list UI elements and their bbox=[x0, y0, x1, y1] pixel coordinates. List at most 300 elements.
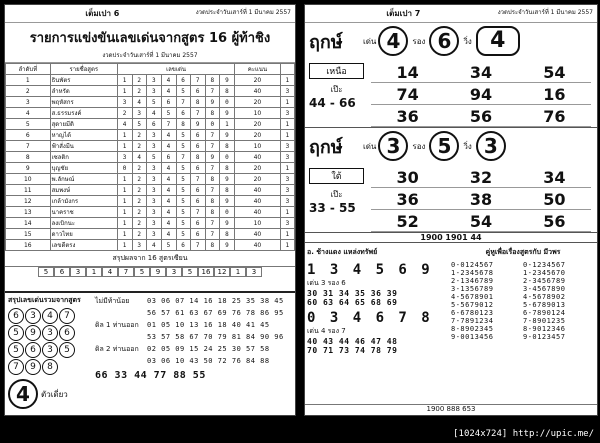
table-row bbox=[6, 218, 295, 229]
south-den: 3 bbox=[378, 131, 408, 161]
pair-line: 2-1346789 bbox=[451, 277, 494, 285]
digit-cell: 4 bbox=[161, 130, 176, 141]
single-label: ตัวเดี่ยว bbox=[41, 389, 68, 399]
result-line-numbers: 53 57 58 67 70 79 81 84 90 96 bbox=[147, 333, 284, 341]
pair-line: 5-5679012 bbox=[451, 301, 494, 309]
digit-cell: 2 bbox=[132, 86, 147, 97]
digit-cell: 5 bbox=[176, 196, 191, 207]
score-cell: 40 bbox=[235, 229, 281, 240]
digit-cell: 3 bbox=[147, 185, 162, 196]
south-grid-cell: 52 bbox=[371, 212, 444, 232]
pair-line: 1-2345670 bbox=[523, 269, 566, 277]
number-line: 60 63 64 65 68 69 bbox=[307, 298, 398, 307]
digit-cell: 8 bbox=[205, 240, 220, 251]
south-sub: ใต้ bbox=[309, 168, 364, 184]
hit-cell: 1 bbox=[280, 229, 294, 240]
digit-circle: 9 bbox=[25, 359, 41, 375]
score-cell: 40 bbox=[235, 152, 281, 163]
box-left bbox=[307, 247, 447, 355]
result-line-numbers: 02 05 09 15 24 25 30 57 58 bbox=[147, 345, 270, 353]
left-bottom-band bbox=[5, 291, 295, 415]
result-line-numbers: 03 06 10 43 50 72 76 84 88 bbox=[147, 357, 270, 365]
digit-cell: 5 bbox=[176, 86, 191, 97]
result-line-label bbox=[95, 355, 147, 367]
north-den: 4 bbox=[378, 26, 408, 56]
rank-cell: 9 bbox=[6, 163, 51, 174]
hit-cell: 3 bbox=[280, 108, 294, 119]
south-rong-label: รอง bbox=[412, 141, 426, 151]
digit-cell: 2 bbox=[132, 185, 147, 196]
score-cell: 10 bbox=[235, 218, 281, 229]
box-left-title: อ. ช้างแดง แหล่งทรัพย์ bbox=[307, 248, 378, 256]
digit-cell: 3 bbox=[147, 75, 162, 86]
digit-cell: 5 bbox=[176, 163, 191, 174]
north-grid-cell: 76 bbox=[518, 107, 591, 127]
header-cell: เลขเด่น bbox=[118, 64, 235, 75]
table-row bbox=[6, 196, 295, 207]
ranking-table-body bbox=[6, 75, 295, 251]
ranking-table bbox=[5, 63, 295, 251]
formula-name-cell: ธินพัตร bbox=[50, 75, 117, 86]
digit-cell: 7 bbox=[161, 119, 176, 130]
digit-cell: 8 bbox=[205, 196, 220, 207]
digit-cell: 4 bbox=[161, 141, 176, 152]
formula-name-cell: พ.ลักษณ์ bbox=[50, 174, 117, 185]
pair-line: 0-1234567 bbox=[523, 261, 566, 269]
north-rong-label: รอง bbox=[412, 36, 426, 46]
table-row bbox=[6, 207, 295, 218]
result-line bbox=[95, 307, 291, 319]
north-grid-cell: 94 bbox=[444, 85, 517, 105]
digit-cell: 6 bbox=[161, 97, 176, 108]
digit-cell: 2 bbox=[132, 163, 147, 174]
digit-cell: 6 bbox=[191, 218, 206, 229]
hit-cell: 1 bbox=[280, 75, 294, 86]
digit-cell: 7 bbox=[205, 229, 220, 240]
digit-cell: 4 bbox=[147, 108, 162, 119]
score-cell: 20 bbox=[235, 119, 281, 130]
rank-cell: 11 bbox=[6, 185, 51, 196]
north-pet: เป๊ะ bbox=[330, 85, 343, 94]
digit-circle: 5 bbox=[8, 342, 24, 358]
digit-cell: 3 bbox=[147, 174, 162, 185]
score-cell: 40 bbox=[235, 185, 281, 196]
digit-cell: 8 bbox=[220, 141, 235, 152]
summary-cell: 9 bbox=[150, 267, 166, 277]
pair-line: 6-7890124 bbox=[523, 309, 566, 317]
digit-cell: 5 bbox=[176, 174, 191, 185]
digit-cell: 1 bbox=[118, 75, 133, 86]
score-cell: 40 bbox=[235, 240, 281, 251]
digit-cell: 8 bbox=[205, 174, 220, 185]
summary-cell: 5 bbox=[38, 267, 54, 277]
header-cell: คะแนน bbox=[235, 64, 281, 75]
result-line bbox=[95, 355, 291, 367]
result-line bbox=[95, 319, 291, 331]
single-row bbox=[8, 379, 90, 409]
digit-cell: 6 bbox=[147, 119, 162, 130]
hit-cell: 3 bbox=[280, 185, 294, 196]
score-cell: 20 bbox=[235, 174, 281, 185]
digit-cell: 5 bbox=[132, 119, 147, 130]
header-cell: รายชื่อสูตร bbox=[50, 64, 117, 75]
south-range: 33 - 55 bbox=[309, 201, 356, 215]
digit-cell: 7 bbox=[205, 86, 220, 97]
digit-cell: 0 bbox=[220, 97, 235, 108]
north-grid-cell: 36 bbox=[371, 107, 444, 127]
left-page bbox=[4, 4, 296, 416]
summary-cell: 1 bbox=[86, 267, 102, 277]
pair-line: 8-8902345 bbox=[451, 325, 494, 333]
rank-cell: 4 bbox=[6, 108, 51, 119]
lines-1 bbox=[307, 289, 447, 307]
digit-circle: 3 bbox=[42, 342, 58, 358]
digit-circle: 7 bbox=[59, 308, 75, 324]
table-row bbox=[6, 229, 295, 240]
digit-cell: 3 bbox=[132, 240, 147, 251]
table-row bbox=[6, 163, 295, 174]
header-cell bbox=[280, 64, 294, 75]
digit-circle: 9 bbox=[25, 325, 41, 341]
digit-cell: 4 bbox=[161, 229, 176, 240]
summary-cell: 3 bbox=[166, 267, 182, 277]
result-line-label: ดิล 1 ท่านออก bbox=[95, 321, 139, 329]
digit-cell: 4 bbox=[161, 163, 176, 174]
table-row bbox=[6, 108, 295, 119]
digit-cell: 1 bbox=[220, 119, 235, 130]
digit-circle: 6 bbox=[25, 342, 41, 358]
left-title: รายการแข่งขันเลขเด่นจากสูตร 16 ผู้ท้าชิง bbox=[29, 31, 271, 46]
digit-cell: 9 bbox=[205, 152, 220, 163]
south-grid bbox=[371, 168, 591, 232]
digit-cell: 7 bbox=[191, 207, 206, 218]
digit-cell: 3 bbox=[147, 130, 162, 141]
rank-cell: 13 bbox=[6, 207, 51, 218]
score-cell: 10 bbox=[235, 141, 281, 152]
digit-cell: 2 bbox=[132, 130, 147, 141]
digit-cell: 2 bbox=[132, 229, 147, 240]
digit-cell: 6 bbox=[191, 141, 206, 152]
pair-line: 9-0123457 bbox=[523, 333, 566, 341]
digit-cell: 2 bbox=[132, 75, 147, 86]
digit-cell: 3 bbox=[147, 196, 162, 207]
north-grid-cell: 74 bbox=[371, 85, 444, 105]
summary-cell: 7 bbox=[118, 267, 134, 277]
digit-cell: 8 bbox=[191, 152, 206, 163]
digit-cell: 5 bbox=[147, 97, 162, 108]
digit-cell: 9 bbox=[220, 174, 235, 185]
digit-cell: 0 bbox=[220, 207, 235, 218]
right-page bbox=[304, 4, 598, 416]
digit-cell: 4 bbox=[161, 207, 176, 218]
rank-cell: 1 bbox=[6, 75, 51, 86]
table-row bbox=[6, 152, 295, 163]
bottom-title: สรุปเลขเด่นรวมจากสูตร bbox=[8, 296, 81, 304]
digit-cell: 8 bbox=[205, 207, 220, 218]
digit-cell: 1 bbox=[118, 207, 133, 218]
summary-cell: 3 bbox=[70, 267, 86, 277]
table-row bbox=[6, 130, 295, 141]
big-numbers-1: 1 3 4 5 6 9 bbox=[307, 262, 433, 278]
circle-group bbox=[8, 308, 90, 375]
digit-cell: 6 bbox=[191, 229, 206, 240]
result-line-numbers: 01 05 10 13 16 18 40 41 45 bbox=[147, 321, 270, 329]
pair-line: 4-5678902 bbox=[523, 293, 566, 301]
score-cell: 40 bbox=[235, 196, 281, 207]
score-cell: 20 bbox=[235, 130, 281, 141]
formula-name-cell: เซลติก bbox=[50, 152, 117, 163]
digit-cell: 6 bbox=[191, 163, 206, 174]
rank-cell: 7 bbox=[6, 141, 51, 152]
rank-cell: 14 bbox=[6, 218, 51, 229]
digit-cell: 4 bbox=[161, 218, 176, 229]
summary-cell: 6 bbox=[54, 267, 70, 277]
rank-cell: 12 bbox=[6, 196, 51, 207]
table-row bbox=[6, 185, 295, 196]
digit-cell: 5 bbox=[176, 229, 191, 240]
formula-name-cell: ลำหรัด bbox=[50, 86, 117, 97]
south-rong: 5 bbox=[429, 131, 459, 161]
north-grid-cell: 34 bbox=[444, 63, 517, 83]
digit-cell: 2 bbox=[132, 207, 147, 218]
south-wing: 3 bbox=[476, 131, 506, 161]
formula-name-cell: พฤหัสกร bbox=[50, 97, 117, 108]
table-row bbox=[6, 141, 295, 152]
digit-cell: 3 bbox=[147, 229, 162, 240]
digit-cell: 8 bbox=[191, 97, 206, 108]
digit-cell: 7 bbox=[176, 152, 191, 163]
right-col-1 bbox=[451, 261, 523, 341]
digit-circle: 8 bbox=[42, 359, 58, 375]
digit-circle: 3 bbox=[42, 325, 58, 341]
digit-cell: 3 bbox=[147, 141, 162, 152]
lines-2 bbox=[307, 337, 447, 355]
final-line: 66 33 44 77 88 55 bbox=[95, 370, 206, 381]
south-grid-cell: 54 bbox=[444, 212, 517, 232]
digit-cell: 7 bbox=[191, 174, 206, 185]
south-grid-cell: 30 bbox=[371, 168, 444, 188]
digit-cell: 4 bbox=[118, 119, 133, 130]
digit-cell: 3 bbox=[132, 108, 147, 119]
table-header-row bbox=[6, 64, 295, 75]
south-grid-cell: 36 bbox=[371, 190, 444, 210]
formula-name-cell: นาคราช bbox=[50, 207, 117, 218]
north-range: 44 - 66 bbox=[309, 96, 356, 110]
south-block bbox=[305, 128, 597, 233]
formula-name-cell: สมพงษ์ bbox=[50, 185, 117, 196]
digit-cell: 8 bbox=[220, 86, 235, 97]
pair-line: 6-6780123 bbox=[451, 309, 494, 317]
digit-cell: 7 bbox=[176, 97, 191, 108]
summary-cell: 4 bbox=[102, 267, 118, 277]
digit-cell: 9 bbox=[220, 196, 235, 207]
digit-cell: 8 bbox=[220, 185, 235, 196]
score-cell: 20 bbox=[235, 97, 281, 108]
digit-cell: 6 bbox=[176, 75, 191, 86]
digit-cell: 7 bbox=[205, 218, 220, 229]
score-cell: 40 bbox=[235, 86, 281, 97]
left-header-right: งวดประจำวันเสาร์ที่ 1 มีนาคม 2557 bbox=[195, 9, 291, 16]
result-line bbox=[95, 343, 291, 355]
hit-cell: 1 bbox=[280, 97, 294, 108]
left-subtitle: งวดประจำวันเสาร์ที่ 1 มีนาคม 2557 bbox=[5, 50, 295, 63]
south-pet: เป๊ะ bbox=[330, 190, 343, 199]
digit-circle: 5 bbox=[8, 325, 24, 341]
digit-cell: 1 bbox=[118, 86, 133, 97]
result-line-label: ดิล 2 ท่านออก bbox=[95, 345, 139, 353]
right-col-2 bbox=[523, 261, 595, 341]
digit-cell: 6 bbox=[161, 152, 176, 163]
digit-cell: 7 bbox=[205, 130, 220, 141]
digit-cell: 2 bbox=[118, 108, 133, 119]
digit-cell: 1 bbox=[118, 196, 133, 207]
footer-phone: 1900 888 653 bbox=[426, 405, 476, 413]
north-grid-cell: 14 bbox=[371, 63, 444, 83]
digit-cell: 0 bbox=[205, 119, 220, 130]
summary-cell: 1 bbox=[230, 267, 246, 277]
digit-cell: 0 bbox=[118, 163, 133, 174]
right-header-right: งวดประจำวันเสาร์ที่ 1 มีนาคม 2557 bbox=[497, 9, 593, 16]
north-grid bbox=[371, 63, 591, 127]
digit-cell: 5 bbox=[176, 207, 191, 218]
result-lines bbox=[95, 295, 291, 367]
pair-line: 5-6789013 bbox=[523, 301, 566, 309]
digit-cell: 8 bbox=[176, 119, 191, 130]
digit-cell: 2 bbox=[132, 196, 147, 207]
digit-cell: 3 bbox=[147, 163, 162, 174]
digit-cell: 7 bbox=[205, 141, 220, 152]
north-label: ฤกษ์ bbox=[309, 31, 343, 53]
right-header bbox=[305, 5, 597, 23]
south-grid-cell: 32 bbox=[444, 168, 517, 188]
rank-cell: 5 bbox=[6, 119, 51, 130]
south-grid-cell: 50 bbox=[518, 190, 591, 210]
score-cell: 20 bbox=[235, 75, 281, 86]
right-footer bbox=[305, 404, 597, 416]
north-side bbox=[309, 63, 364, 110]
pair-line: 0-0124567 bbox=[451, 261, 494, 269]
header-cell: ลำดับที่ bbox=[6, 64, 51, 75]
north-grid-cell: 54 bbox=[518, 63, 591, 83]
pair-line: 3-4567890 bbox=[523, 285, 566, 293]
rank-cell: 6 bbox=[6, 130, 51, 141]
digit-cell: 9 bbox=[220, 240, 235, 251]
digit-cell: 9 bbox=[205, 97, 220, 108]
digit-cell: 9 bbox=[220, 75, 235, 86]
digit-cell: 4 bbox=[161, 75, 176, 86]
digit-cell: 7 bbox=[191, 75, 206, 86]
big-numbers-2: 0 3 4 6 7 8 bbox=[307, 310, 433, 326]
digit-cell: 0 bbox=[220, 152, 235, 163]
hit-cell: 3 bbox=[280, 141, 294, 152]
number-line: 70 71 73 74 78 79 bbox=[307, 346, 398, 355]
digit-cell: 3 bbox=[147, 86, 162, 97]
digit-cell: 1 bbox=[118, 130, 133, 141]
digit-cell: 2 bbox=[132, 141, 147, 152]
digit-cell: 6 bbox=[176, 240, 191, 251]
table-row bbox=[6, 97, 295, 108]
pair-line: 1-2345678 bbox=[451, 269, 494, 277]
formula-name-cell: ลงเบิกนะ bbox=[50, 218, 117, 229]
result-line-numbers: 03 06 07 14 16 18 25 35 38 45 bbox=[147, 297, 284, 305]
pair-line: 9-0013456 bbox=[451, 333, 494, 341]
digit-cell: 6 bbox=[191, 185, 206, 196]
result-line bbox=[95, 295, 291, 307]
digit-cell: 9 bbox=[220, 108, 235, 119]
north-block bbox=[305, 23, 597, 128]
left-bottom-left bbox=[8, 295, 90, 409]
formula-name-cell: บุญชัย bbox=[50, 163, 117, 174]
south-grid-cell: 56 bbox=[518, 212, 591, 232]
table-row bbox=[6, 240, 295, 251]
right-header-center: เต็มเปา 7 bbox=[386, 9, 421, 18]
hit-cell: 3 bbox=[280, 174, 294, 185]
digit-cell: 5 bbox=[176, 141, 191, 152]
left-bottom-right bbox=[95, 295, 291, 381]
box-right-title: คู่หูเพื่อเรื่องสูตรกับ มีวพร bbox=[485, 248, 561, 256]
digit-cell: 4 bbox=[147, 240, 162, 251]
formula-name-cell: ส.ธรรมรงค์ bbox=[50, 108, 117, 119]
summary-cell: 5 bbox=[182, 267, 198, 277]
digit-circle: 7 bbox=[8, 359, 24, 375]
digit-cell: 7 bbox=[205, 163, 220, 174]
digit-cell: 6 bbox=[176, 108, 191, 119]
number-line: 30 31 34 35 36 39 bbox=[307, 289, 398, 298]
formula-name-cell: สุดายมีดิ bbox=[50, 119, 117, 130]
digit-cell: 1 bbox=[118, 218, 133, 229]
digit-cell: 3 bbox=[147, 218, 162, 229]
pair-line: 7-7891234 bbox=[451, 317, 494, 325]
digit-cell: 5 bbox=[161, 108, 176, 119]
summary-cell: 12 bbox=[214, 267, 230, 277]
box-right bbox=[451, 247, 595, 341]
south-top-row bbox=[305, 128, 597, 164]
digit-cell: 9 bbox=[191, 119, 206, 130]
rank-cell: 16 bbox=[6, 240, 51, 251]
pair-line: 8-9012346 bbox=[523, 325, 566, 333]
digit-circle: 6 bbox=[59, 325, 75, 341]
hit-cell: 3 bbox=[280, 218, 294, 229]
hit-cell: 1 bbox=[280, 207, 294, 218]
digit-cell: 4 bbox=[132, 97, 147, 108]
digit-cell: 7 bbox=[205, 185, 220, 196]
right-bottom bbox=[305, 233, 597, 416]
south-den-label: เด่น bbox=[363, 141, 377, 151]
pair-line: 3-1356789 bbox=[451, 285, 494, 293]
left-header bbox=[5, 5, 295, 23]
digit-cell: 5 bbox=[176, 218, 191, 229]
pair-line: 2-3456789 bbox=[523, 277, 566, 285]
digit-cell: 6 bbox=[191, 86, 206, 97]
digit-cell: 1 bbox=[118, 141, 133, 152]
north-grid-cell: 56 bbox=[444, 107, 517, 127]
left-header-center: เต็มเปา 6 bbox=[85, 9, 120, 18]
watermark: [1024x724] http://upic.me/ bbox=[453, 429, 594, 439]
phone-line: 1900 1901 44 bbox=[305, 233, 597, 243]
digit-cell: 4 bbox=[161, 196, 176, 207]
score-cell: 40 bbox=[235, 207, 281, 218]
result-line-numbers: 56 57 61 63 67 69 76 78 86 95 bbox=[147, 309, 284, 317]
table-row bbox=[6, 174, 295, 185]
digit-cell: 4 bbox=[161, 185, 176, 196]
digit-cell: 1 bbox=[118, 185, 133, 196]
digit-cell: 3 bbox=[147, 207, 162, 218]
summary-cell: 5 bbox=[134, 267, 150, 277]
digit-cell: 3 bbox=[118, 97, 133, 108]
digit-cell: 1 bbox=[118, 240, 133, 251]
summary-row bbox=[5, 267, 295, 277]
digit-circle: 4 bbox=[42, 308, 58, 324]
